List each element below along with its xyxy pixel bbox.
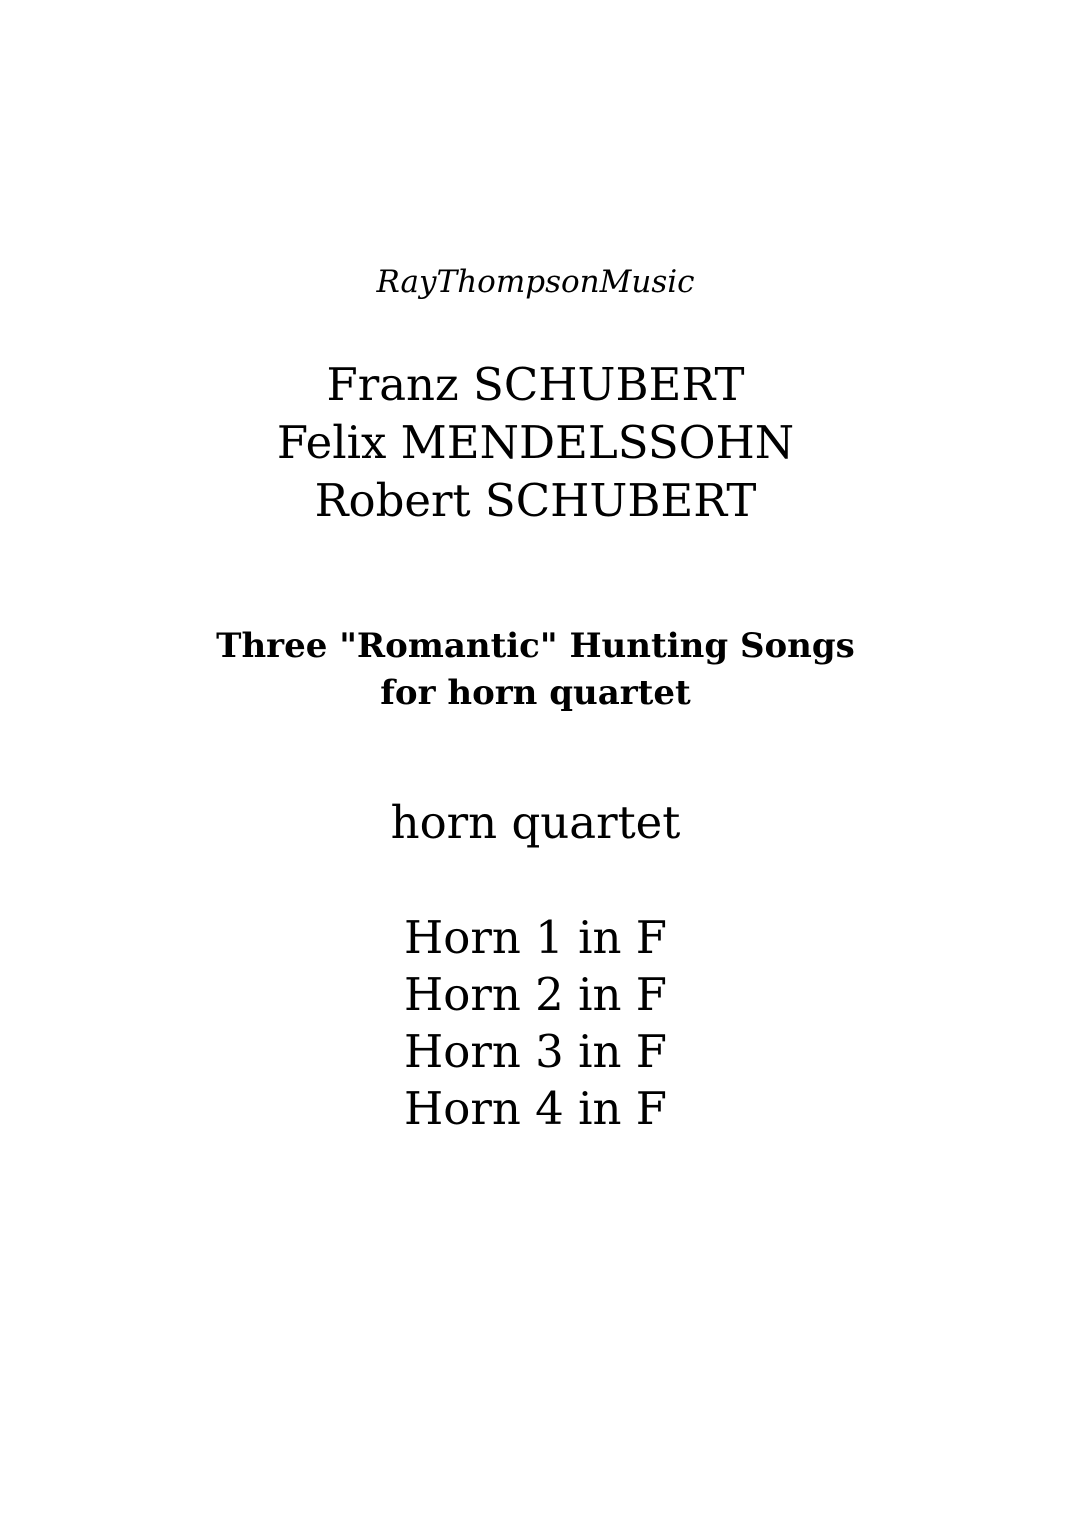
publisher-name: RayThompsonMusic	[376, 264, 695, 300]
work-title-line: Three "Romantic" Hunting Songs	[216, 626, 855, 666]
ensemble-label: horn quartet	[390, 796, 681, 849]
part-name: Horn 4 in F	[404, 1082, 667, 1135]
part-name: Horn 1 in F	[404, 911, 667, 964]
composer-name: Franz SCHUBERT	[326, 358, 745, 411]
parts-list	[0, 909, 1071, 1137]
work-subtitle-line: for horn quartet	[380, 673, 691, 713]
part-name: Horn 2 in F	[404, 968, 667, 1021]
composer-list	[0, 356, 1071, 530]
composer-name: Felix MENDELSSOHN	[276, 416, 795, 469]
work-title	[0, 623, 1071, 717]
composer-name: Robert SCHUBERT	[314, 474, 757, 527]
part-name: Horn 3 in F	[404, 1025, 667, 1078]
